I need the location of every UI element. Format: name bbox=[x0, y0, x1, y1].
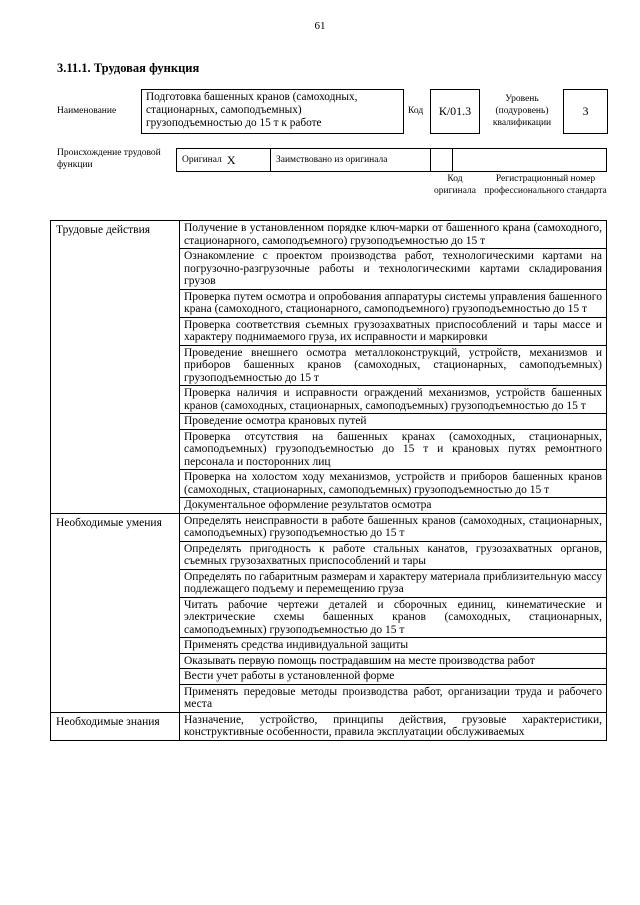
table-row bbox=[51, 221, 607, 249]
page-number: 61 bbox=[314, 20, 326, 32]
item-cell: Проведение осмотра крановых путей bbox=[180, 414, 607, 430]
function-name-field: Подготовка башенных кранов (самоходных, стационарных, самоподъемных) грузоподъемностью до 15 т к работе bbox=[141, 89, 404, 134]
item-cell: Проверка отсутствия на башенных кранах (самоходных, стационарных, самоподъемных) грузоподъемностью до 15 т и крановых путях ремонтного персонала и посторонних лиц bbox=[180, 429, 607, 470]
category-cell bbox=[51, 513, 180, 712]
item-cell: Ознакомление с проектом производства работ, технологическими картами на погрузочно-разгрузочные работы и технологическими картами складирования грузов bbox=[180, 249, 607, 290]
item-cell: Оказывать первую помощь пострадавшим на месте производства работ bbox=[180, 653, 607, 669]
item-cell: Проверка соответствия съемных грузозахватных приспособлений и тары массе и характеру поднимаемого груза, их исправности и маркировки bbox=[180, 317, 607, 345]
category-label: Необходимые знания bbox=[56, 715, 160, 728]
item-cell: Читать рабочие чертежи деталей и сборочных единиц, кинематические и электрические схемы башенных кранов (самоходных, стационарных, самоподъемных) грузоподъемностью до 15 т bbox=[180, 597, 607, 638]
origin-row bbox=[176, 148, 607, 172]
borrowed-cell bbox=[271, 149, 431, 171]
reg-number-label: Регистрационный номер профессионального стандарта bbox=[484, 174, 607, 196]
item-cell: Определять пригодность к работе стальных канатов, грузозахватных органов, съемных грузозахватных приспособлений и тары bbox=[180, 541, 607, 569]
item-cell: Документальное оформление результатов осмотра bbox=[180, 498, 607, 514]
item-cell: Проверка путем осмотра и опробования аппаратуры системы управления башенного крана (самоходного, стационарного, самоподъемного) грузоподъемностью до 15 т bbox=[180, 289, 607, 317]
empty-cell-2 bbox=[453, 149, 606, 171]
item-cell: Проведение внешнего осмотра металлоконструкций, устройств, механизмов и приборов башенных кранов (самоходных, стационарных, самоподъемных) грузоподъемностью до 15 т bbox=[180, 345, 607, 386]
item-cell: Определять по габаритным размерам и характеру материала приблизительную массу подлежащего подъему и перемещению груза bbox=[180, 569, 607, 597]
table-row bbox=[51, 712, 607, 740]
item-cell: Применять передовые методы производства работ, организации труда и рабочего места bbox=[180, 684, 607, 712]
category-label: Трудовые действия bbox=[56, 224, 151, 236]
item-cell: Вести учет работы в установленной форме bbox=[180, 669, 607, 685]
item-cell: Проверка наличия и исправности ограждений механизмов, устройств башенных кранов (самоходных, стационарных, самоподъемных) грузоподъемностью до 15 т bbox=[180, 386, 607, 414]
section-title: 3.11.1. Трудовая функция bbox=[57, 61, 200, 75]
item-cell: Проверка на холостом ходу механизмов, устройств и приборов башенных кранов (самоходных, стационарных, самоподъемных) грузоподъемностью до 15 т bbox=[180, 470, 607, 498]
original-label: Оригинал bbox=[182, 155, 222, 165]
borrowed-label: Заимствовано из оригинала bbox=[276, 155, 388, 165]
category-cell bbox=[51, 712, 180, 740]
origin-label: Происхождение трудовой функции bbox=[57, 148, 161, 170]
item-cell: Получение в установленном порядке ключ-марки от башенного крана (самоходного, стационарного, самоподъемного) грузоподъемностью до 15 т bbox=[180, 221, 607, 249]
function-code-field: К/01.3 bbox=[430, 89, 480, 134]
table-row bbox=[51, 513, 607, 541]
category-cell bbox=[51, 221, 180, 514]
empty-cell bbox=[431, 149, 453, 171]
labor-function-table bbox=[50, 220, 607, 741]
qualification-level-field: 3 bbox=[563, 89, 608, 134]
name-label: Наименование bbox=[57, 106, 117, 116]
original-cell bbox=[177, 149, 271, 171]
item-cell: Назначение, устройство, принципы действия, грузовые характеристики, конструктивные особенности, правила эксплуатации обслуживаемых bbox=[180, 712, 607, 740]
level-label: Уровень (подуровень) квалификации bbox=[492, 94, 552, 128]
code-original-label: Код оригинала bbox=[434, 174, 476, 196]
item-cell: Применять средства индивидуальной защиты bbox=[180, 638, 607, 654]
code-label: Код bbox=[408, 106, 424, 116]
item-cell: Определять неисправности в работе башенных кранов (самоходных, стационарных, самоподъемных) грузоподъемностью до 15 т bbox=[180, 513, 607, 541]
original-mark: X bbox=[226, 152, 236, 167]
category-label: Необходимые умения bbox=[56, 516, 162, 529]
